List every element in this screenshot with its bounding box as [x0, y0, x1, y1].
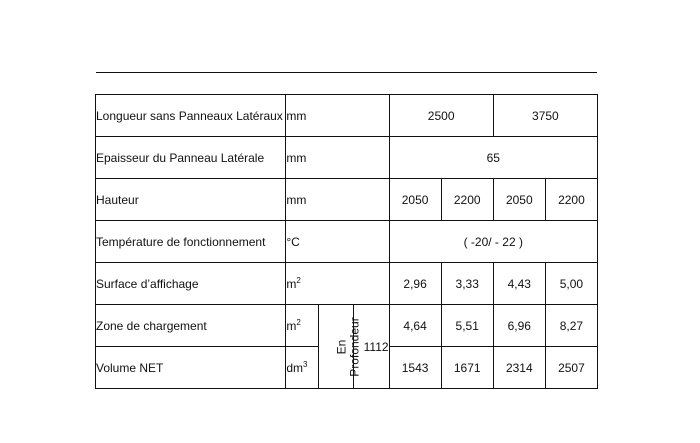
- row-epaisseur: [96, 137, 598, 179]
- row-zone: [96, 305, 598, 347]
- value-cell: ( -20/ - 22 ): [389, 221, 597, 263]
- value-cell: 3,33: [441, 263, 493, 305]
- value-cell: 65: [389, 137, 597, 179]
- row-longueur: [96, 95, 598, 137]
- profondeur-value: 1112: [354, 305, 389, 389]
- row-label: Hauteur: [96, 179, 286, 221]
- profondeur-label-cell: [319, 305, 363, 389]
- row-unit: mm: [286, 137, 389, 179]
- unit-base: m: [286, 277, 297, 291]
- value-cell: 6,96: [493, 305, 545, 347]
- unit-base: m: [286, 319, 297, 333]
- row-temperature: [96, 221, 598, 263]
- profondeur-line1: En: [335, 339, 350, 354]
- spec-table: [95, 94, 598, 389]
- value-cell: 5,00: [545, 263, 597, 305]
- row-label: Température de fonctionnement: [96, 221, 286, 263]
- row-label: Longueur sans Panneaux Latéraux: [96, 95, 286, 137]
- row-unit: [286, 305, 319, 347]
- value-cell: 2050: [493, 179, 545, 221]
- value-cell: 8,27: [545, 305, 597, 347]
- profondeur-line2: Profondeur: [348, 316, 363, 377]
- value-cell: 1671: [441, 347, 493, 389]
- value-cell: 1543: [389, 347, 441, 389]
- row-unit: °C: [286, 221, 389, 263]
- row-label: Epaisseur du Panneau Latérale: [96, 137, 286, 179]
- row-unit: [286, 347, 319, 389]
- row-label: Volume NET: [96, 347, 286, 389]
- row-label: Zone de chargement: [96, 305, 286, 347]
- profondeur-label: [336, 317, 362, 376]
- unit-exponent: 3: [303, 360, 308, 369]
- value-cell: 2,96: [389, 263, 441, 305]
- value-cell: 2200: [545, 179, 597, 221]
- value-cell: 3750: [493, 95, 597, 137]
- value-cell: 2500: [389, 95, 493, 137]
- value-cell: 2314: [493, 347, 545, 389]
- row-unit: mm: [286, 95, 389, 137]
- row-hauteur: [96, 179, 598, 221]
- value-cell: 2050: [389, 179, 441, 221]
- top-rule: [96, 72, 597, 73]
- row-label: Surface d’affichage: [96, 263, 286, 305]
- row-unit: [286, 263, 389, 305]
- value-cell: 2507: [545, 347, 597, 389]
- value-cell: 2200: [441, 179, 493, 221]
- row-surface: [96, 263, 598, 305]
- unit-exponent: 2: [296, 276, 301, 285]
- unit-base: dm: [286, 361, 304, 375]
- row-unit: mm: [286, 179, 389, 221]
- value-cell: 4,64: [389, 305, 441, 347]
- value-cell: 4,43: [493, 263, 545, 305]
- value-cell: 5,51: [441, 305, 493, 347]
- unit-exponent: 2: [296, 318, 301, 327]
